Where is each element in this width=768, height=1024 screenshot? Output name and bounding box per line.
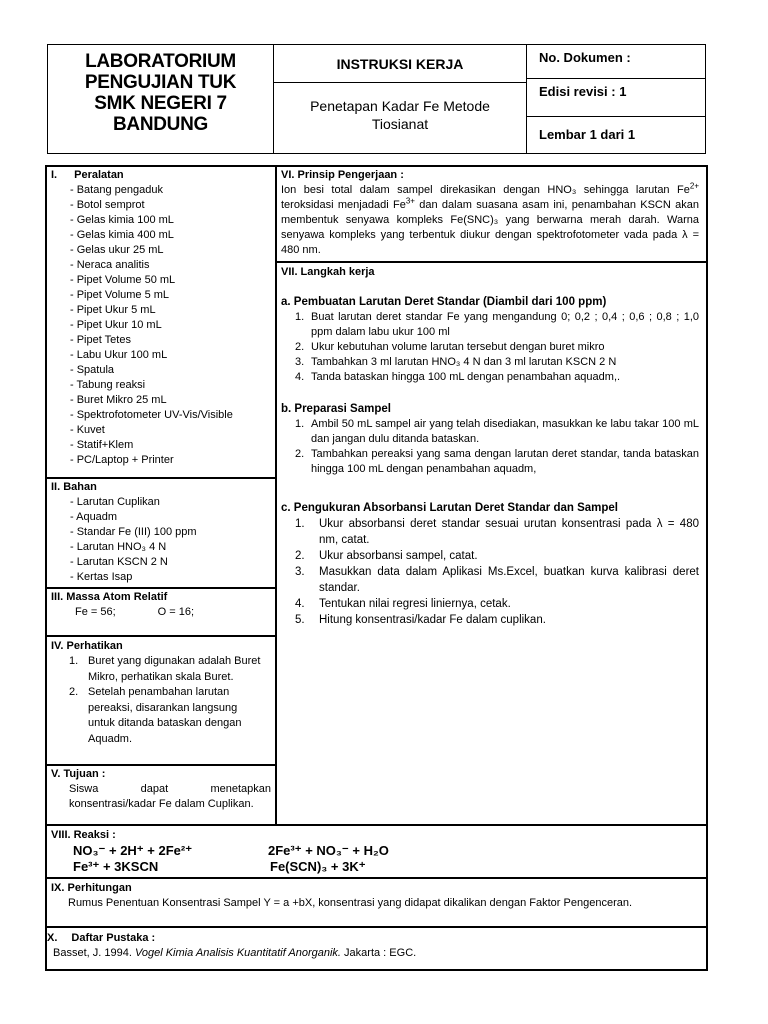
section-perhatikan [51, 639, 263, 747]
reaction-1 [51, 843, 701, 859]
tujuan-text: Siswa dapat menetapkan konsentrasi/kadar Fe dalam Cuplikan. [69, 783, 271, 810]
reaction-2-products: Fe(SCN)₃ + 3K⁺ [270, 859, 366, 874]
langkah-a-list [281, 310, 699, 385]
list-item: - Spatula [70, 364, 115, 376]
list-item: - Pipet Volume 50 mL [70, 274, 176, 286]
langkah-b-list [281, 417, 699, 477]
perhitungan-heading: IX. Perhitungan [51, 882, 132, 894]
list-item: 3. Masukkan data dalam Aplikasi Ms.Excel, buatkan kurva kalibrasi deret standar. [295, 566, 699, 594]
langkah-c-heading: c. Pengukuran Absorbansi Larutan Deret Standar dan Sampel [281, 502, 618, 514]
massa-heading: III. Massa Atom Relatif [51, 591, 168, 603]
list-item: - PC/Laptop + Printer [70, 454, 174, 466]
section-prinsip [281, 168, 699, 258]
perhitungan-text: Rumus Penentuan Konsentrasi Sampel Y = a +bX, konsentrasi yang didapat dikalikan dengan Faktor Pengenceran. [68, 897, 633, 909]
reference-entry: Basset, J. 1994. Vogel Kimia Analisis Kuantitatif Anorganik. Jakarta : EGC. [53, 947, 417, 959]
list-item: - Larutan KSCN 2 N [70, 556, 168, 568]
divider-perhitungan [47, 877, 708, 879]
section-perhitungan [51, 881, 701, 911]
list-item: - Gelas kimia 400 mL [70, 229, 174, 241]
list-item: - Pipet Tetes [70, 334, 131, 346]
divider-perhatikan [47, 635, 275, 637]
list-item: - Pipet Volume 5 mL [70, 289, 170, 301]
prinsip-text: Ion besi total dalam sampel direkasikan dengan HNO₃ sehingga larutan $Fe^{2+}$ teroksidasi menjadadi $Fe^{3+}$ dan dalam suasana asam ini, penambahan KSCN akan membentuk senyawa kompleks Fe(SNC)₃ yang berwarna merah darah. Warna senyawa kompleks yang terbentuk diukur dengan spektrofotometer vada pada λ = 480 nm. [281, 181, 699, 256]
list-item: - Neraca analitis [70, 259, 150, 271]
reaction-1-reactants: NO₃⁻ + 2H⁺ + 2Fe²⁺ [73, 843, 193, 858]
peralatan-heading: I. Peralatan [51, 169, 124, 181]
list-item: 2. Ukur absorbansi sampel, catat. [295, 550, 478, 562]
list-item: - Standar Fe (III) 100 ppm [70, 526, 197, 538]
peralatan-list [51, 183, 273, 468]
list-item: - Labu Ukur 100 mL [70, 349, 168, 361]
list-item: - Pipet Ukur 10 mL [70, 319, 162, 331]
list-item: 2. Ukur kebutuhan volume larutan tersebut dengan buret mikro [295, 341, 605, 353]
bahan-list [51, 495, 273, 585]
section-massa [51, 590, 273, 620]
reaction-2 [51, 859, 701, 875]
reference-title: Vogel Kimia Analisis Kuantitatif Anorganik. [134, 947, 341, 959]
section-bahan [51, 480, 273, 585]
list-item: - Gelas ukur 25 mL [70, 244, 164, 256]
doc-title-box [273, 82, 527, 154]
langkah-b-heading: b. Preparasi Sampel [281, 403, 391, 415]
section-langkah [281, 265, 699, 628]
list-item: - Gelas kimia 100 mL [70, 214, 174, 226]
divider-massa [47, 587, 275, 589]
section-pustaka [47, 931, 697, 961]
list-item: 1. Ukur absorbansi deret standar sesuai urutan konsentrasi pada λ = 480 nm, catat. [295, 518, 699, 546]
revision-box [526, 78, 706, 117]
list-item: 4. Tanda bataskan hingga 100 mL dengan penambahan aquadm,. [295, 371, 621, 383]
perhatikan-list [51, 654, 263, 747]
list-item: - Botol semprot [70, 199, 145, 211]
list-item: - Kuvet [70, 424, 105, 436]
perhatikan-heading: IV. Perhatikan [51, 640, 123, 652]
reaksi-heading: VIII. Reaksi : [51, 829, 116, 841]
list-item: - Kertas Isap [70, 571, 133, 583]
list-item: 2. Tambahkan pereaksi yang sama dengan larutan deret standar, tanda bataskan hingga 100 mL dengan penambahan aquadm, [295, 448, 699, 475]
list-item: 5. Hitung konsentrasi/kadar Fe dalam cuplikan. [295, 614, 546, 626]
divider-reaksi [47, 824, 708, 826]
list-item: - Pipet Ukur 5 mL [70, 304, 156, 316]
prinsip-heading: VI. Prinsip Pengerjaan : [281, 169, 404, 181]
institution-name: LABORATORIUM PENGUJIAN TUK SMK NEGERI 7 BANDUNG [84, 51, 237, 135]
langkah-a-heading: a. Pembuatan Larutan Deret Standar (Diambil dari 100 ppm) [281, 296, 607, 308]
doc-title: Penetapan Kadar Fe Metode Tiosianat [310, 98, 490, 132]
massa-o: O = 16; [157, 606, 195, 618]
bahan-heading: II. Bahan [51, 481, 97, 493]
pustaka-heading: X. Daftar Pustaka : [47, 932, 156, 944]
doc-number: No. Dokumen : [539, 50, 631, 65]
list-item: 2. Setelah penambahan larutan pereaksi, disarankan langsung untuk ditanda bataskan dengan Aquadm. [69, 686, 242, 745]
list-item: 1. Buat larutan deret standar Fe yang mengandung 0; 0,2 ; 0,4 ; 0,6 ; 0,8 ; 1,0 ppm dalam labu ukur 100 ml [295, 311, 699, 338]
list-item: - Aquadm [70, 511, 118, 523]
list-item: - Spektrofotometer UV-Vis/Visible [70, 409, 233, 421]
divider-prinsip [277, 261, 706, 263]
langkah-heading: VII. Langkah kerja [281, 266, 375, 278]
divider-bahan [47, 477, 275, 479]
header-institution-box [47, 44, 274, 154]
sheet-box [526, 116, 706, 154]
list-item: - Batang pengaduk [70, 184, 163, 196]
divider-tujuan [47, 764, 275, 766]
massa-values [51, 605, 273, 620]
tujuan-heading: V. Tujuan : [51, 768, 106, 780]
doc-type-box [273, 44, 527, 83]
revision: Edisi revisi : 1 [539, 84, 627, 99]
list-item: - Buret Mikro 25 mL [70, 394, 167, 406]
list-item: 1. Ambil 50 mL sampel air yang telah disediakan, masukkan ke labu takar 100 mL dan jangan dulu ditanda bataskan. [295, 418, 699, 445]
divider-pustaka [47, 926, 708, 928]
massa-fe: Fe = 56; [75, 606, 116, 618]
reaction-2-reactants: Fe³⁺ + 3KSCN [73, 859, 159, 874]
list-item: - Larutan Cuplikan [70, 496, 160, 508]
section-tujuan [51, 767, 271, 812]
section-reaksi [51, 828, 701, 875]
doc-type: INSTRUKSI KERJA [336, 56, 464, 72]
list-item: - Statif+Klem [70, 439, 134, 451]
reaction-1-products: 2Fe³⁺ + NO₃⁻ + H₂O [268, 843, 389, 858]
list-item: 1. Buret yang digunakan adalah Buret Mikro, perhatikan skala Buret. [69, 655, 261, 683]
section-peralatan [51, 168, 273, 468]
list-item: 3. Tambahkan 3 ml larutan HNO₃ 4 N dan 3 ml larutan KSCN 2 N [295, 356, 617, 368]
doc-number-box [526, 44, 706, 79]
list-item: 4. Tentukan nilai regresi liniernya, cetak. [295, 598, 511, 610]
langkah-c-list [281, 516, 699, 628]
sheet: Lembar 1 dari 1 [539, 127, 636, 142]
list-item: - Tabung reaksi [70, 379, 146, 391]
column-divider [275, 165, 277, 826]
list-item: - Larutan HNO₃ 4 N [70, 541, 167, 553]
